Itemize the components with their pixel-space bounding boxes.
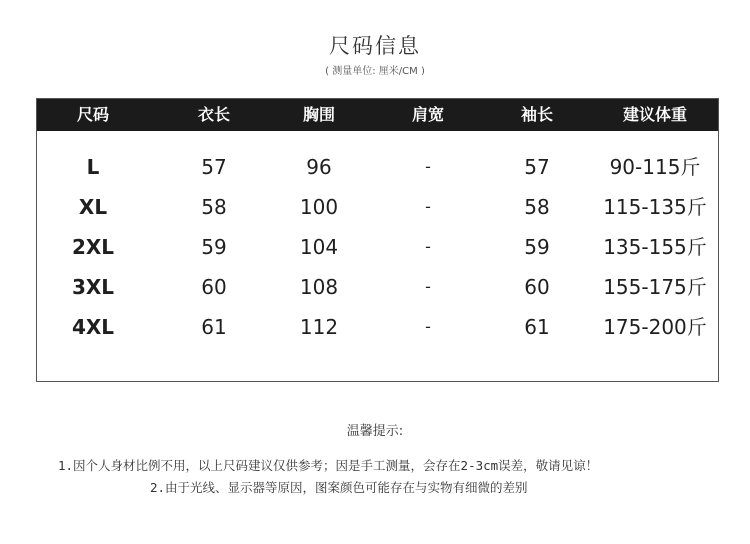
cell-size: 4XL xyxy=(71,315,115,339)
cell-size: 3XL xyxy=(71,275,115,299)
table-row xyxy=(37,187,718,227)
measurement-unit-note: ( 测量单位: 厘米/CM ) xyxy=(325,66,425,77)
cell-length: 61 xyxy=(201,315,227,339)
cell-sleeve: 57 xyxy=(524,155,550,179)
cell-chest: 112 xyxy=(299,315,339,339)
cell-chest: 104 xyxy=(299,235,339,259)
cell-sleeve: 59 xyxy=(524,235,550,259)
cell-size: XL xyxy=(78,195,108,219)
cell-weight: 90-115斤 xyxy=(609,155,701,179)
table-row xyxy=(37,307,718,347)
cell-sleeve: 58 xyxy=(524,195,550,219)
table-header xyxy=(37,99,718,131)
cell-chest: 100 xyxy=(299,195,339,219)
table-row xyxy=(37,147,718,187)
header-weight: 建议体重 xyxy=(622,105,688,124)
cell-shoulder: - xyxy=(425,317,431,336)
cell-shoulder: - xyxy=(425,277,431,296)
cell-size: 2XL xyxy=(71,235,115,259)
size-table xyxy=(36,98,719,382)
cell-chest: 108 xyxy=(299,275,339,299)
cell-length: 60 xyxy=(201,275,227,299)
header-sleeve: 袖长 xyxy=(520,105,554,124)
cell-shoulder: - xyxy=(425,197,431,216)
cell-weight: 115-135斤 xyxy=(603,195,707,219)
cell-length: 57 xyxy=(201,155,227,179)
header-size: 尺码 xyxy=(76,105,110,124)
tips-title: 温馨提示: xyxy=(346,424,404,439)
header-chest: 胸围 xyxy=(302,105,336,124)
cell-sleeve: 61 xyxy=(524,315,550,339)
cell-shoulder: - xyxy=(425,157,431,176)
header-length: 衣长 xyxy=(197,105,231,124)
cell-weight: 155-175斤 xyxy=(603,275,707,299)
cell-shoulder: - xyxy=(425,237,431,256)
cell-weight: 175-200斤 xyxy=(603,315,707,339)
header-shoulder: 肩宽 xyxy=(411,105,445,124)
cell-weight: 135-155斤 xyxy=(603,235,707,259)
cell-sleeve: 60 xyxy=(524,275,550,299)
table-row xyxy=(37,227,718,267)
cell-chest: 96 xyxy=(306,155,332,179)
cell-length: 58 xyxy=(201,195,227,219)
cell-length: 59 xyxy=(201,235,227,259)
page-title: 尺码信息 xyxy=(329,34,421,58)
table-row xyxy=(37,267,718,307)
cell-size: L xyxy=(86,155,100,179)
tip-line-1: 1.因个人身材比例不用，以上尺码建议仅供参考；因是手工测量，会存在2-3cm误差，敬请见谅！ xyxy=(58,458,599,473)
tip-line-2: 2.由于光线、显示器等原因，图案颜色可能存在与实物有细微的差别 xyxy=(150,480,528,495)
